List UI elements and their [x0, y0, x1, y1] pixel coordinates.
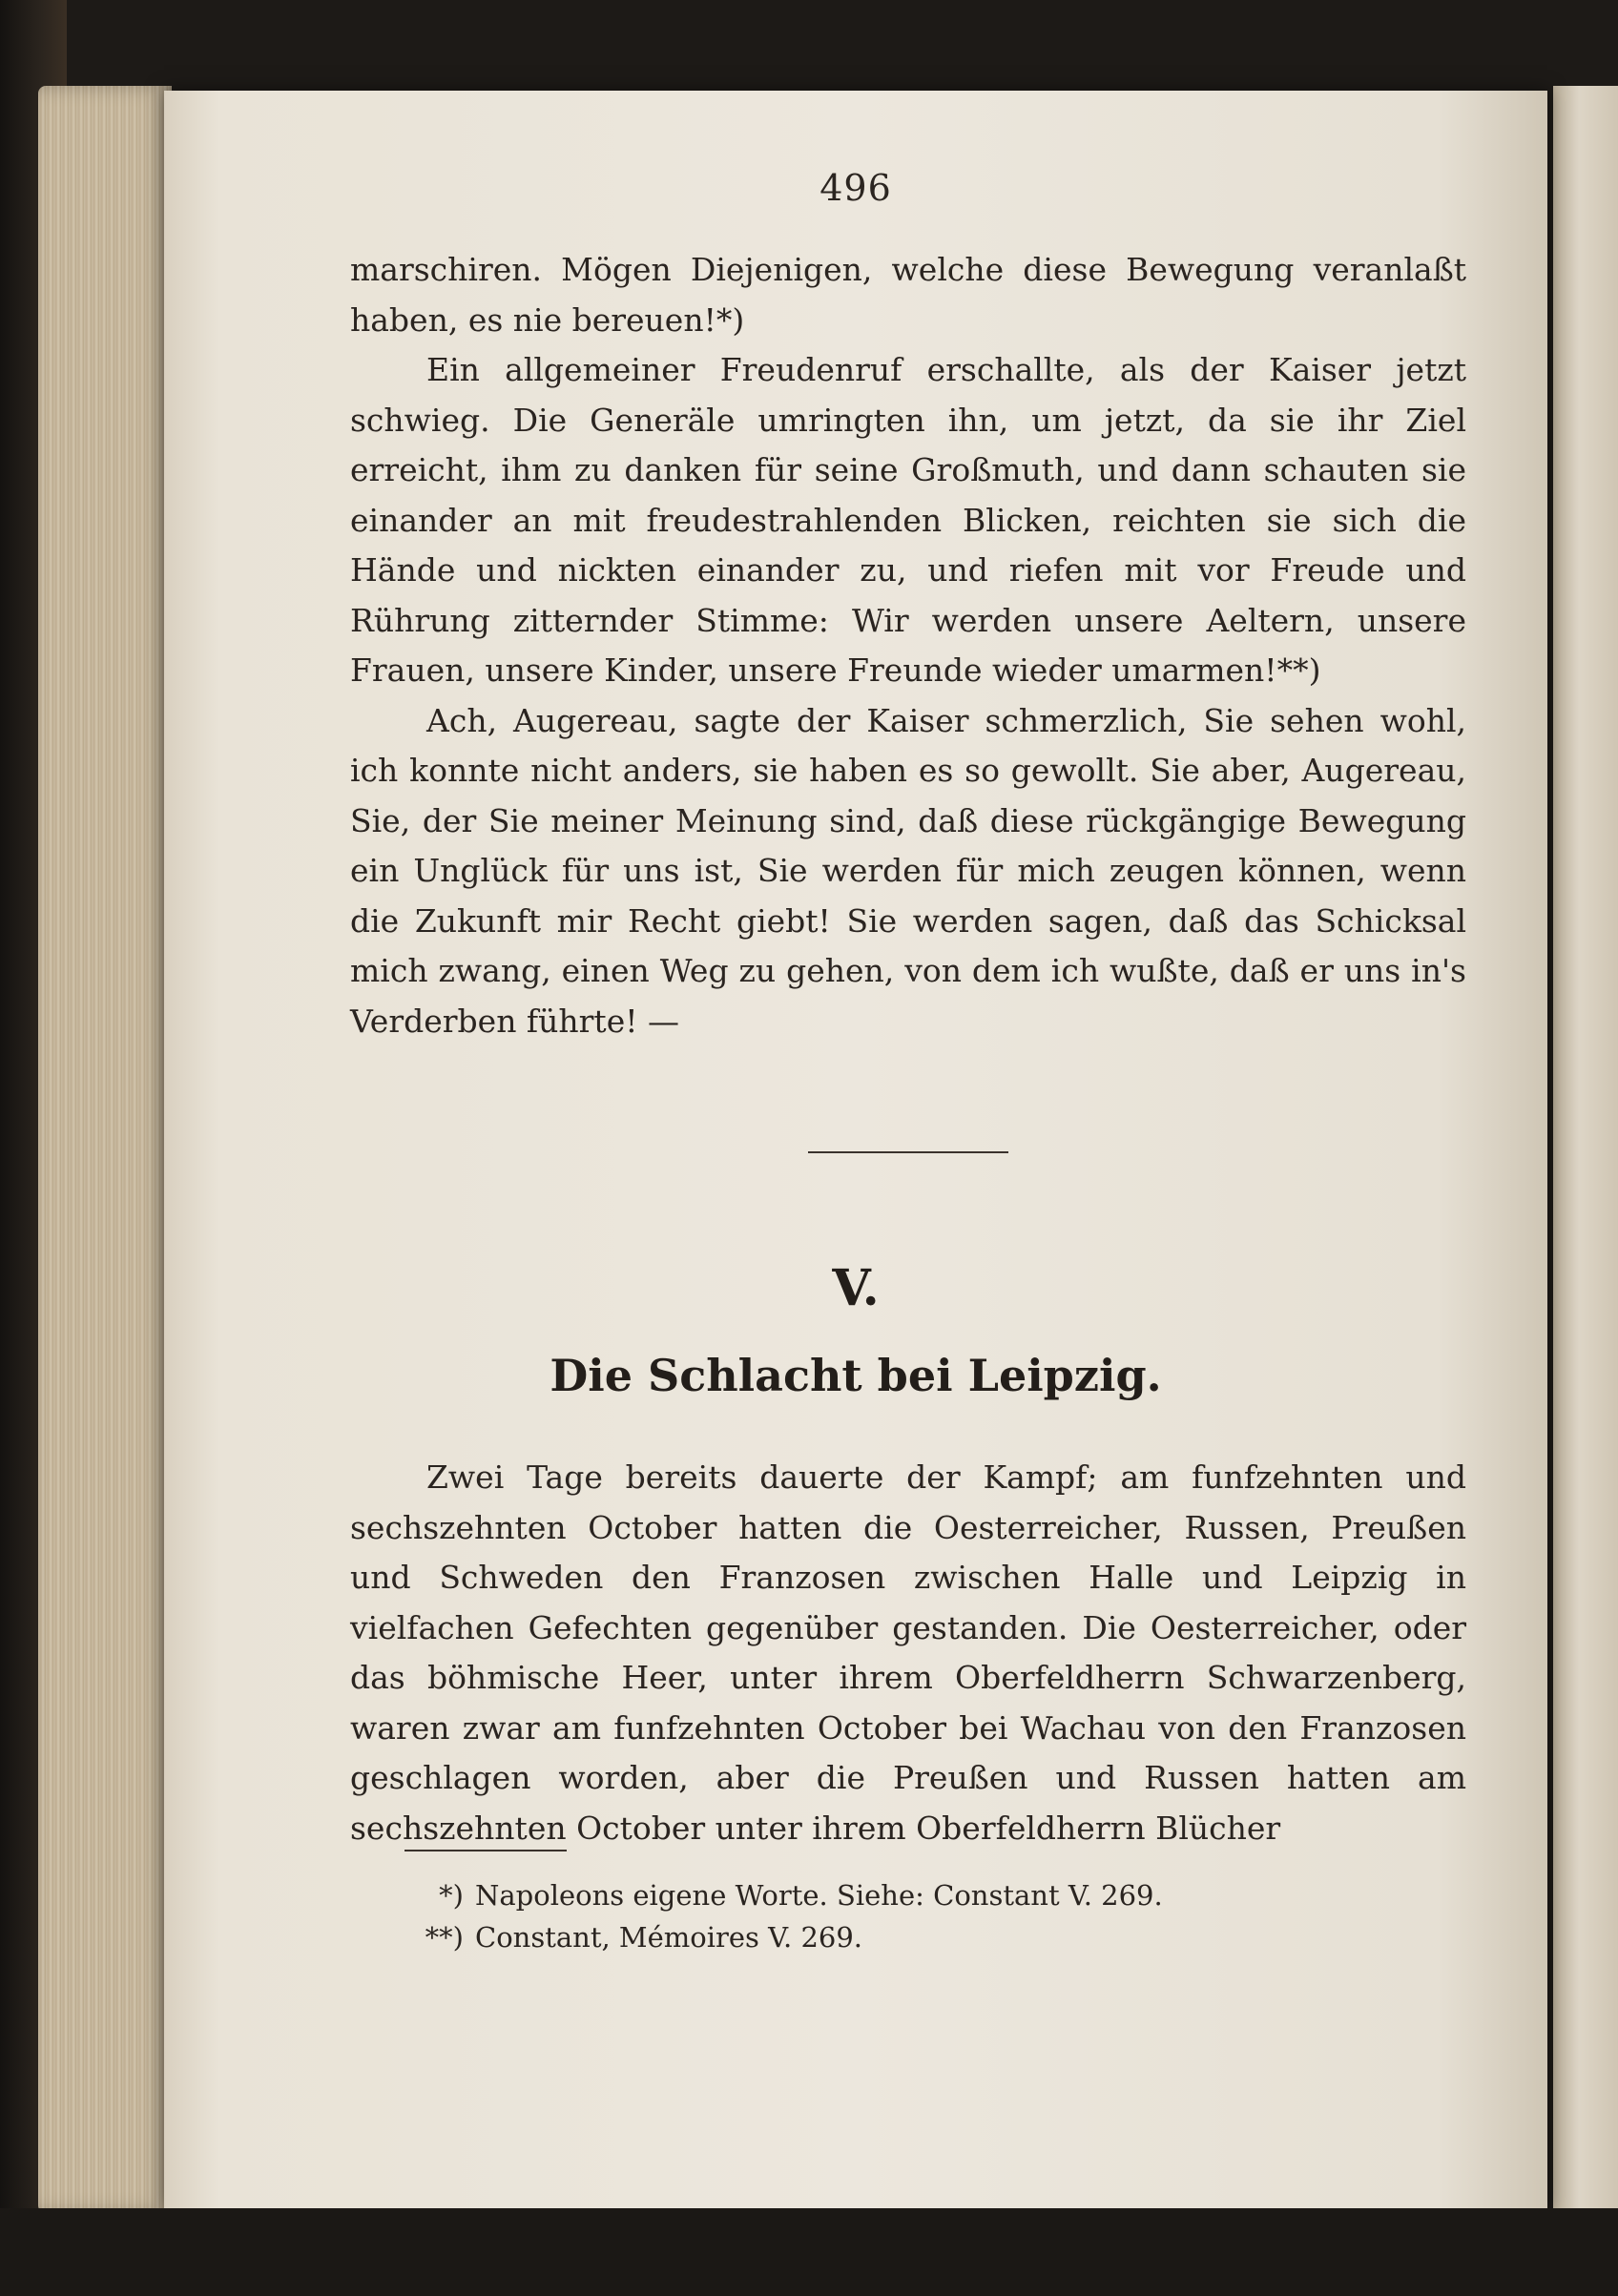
footnote-rule: [404, 1850, 567, 1851]
footnotes: [404, 1874, 1454, 1958]
paragraph-4: Zwei Tage bereits dauerte der Kampf; am funfzehnten und sechszehnten October hatten die Oesterreicher, Russen, Preußen und Schweden den Franzosen zwischen Halle und Leipzig in vielfachen Gefechten gegenüber gestanden. Die Oesterreicher, oder das böhmische Heer, unter ihrem Oberfeldherrn Schwarzenberg, waren zwar am funfzehnten October bei Wachau von den Franzosen geschlagen worden, aber die Preußen und Russen hatten am sechszehnten October unter ihrem Oberfeldherrn Blücher: [350, 1458, 1466, 1847]
paragraph-1: marschiren. Mögen Diejenigen, welche diese Bewegung veranlaßt haben, es nie bereuen!*): [350, 251, 1466, 339]
section-title: Die Schlacht bei Leipzig.: [550, 1350, 1162, 1401]
page-number: 496: [819, 167, 892, 209]
background-bottom: [0, 2208, 1618, 2296]
facing-page-edge: [1553, 86, 1618, 2223]
text-block-bottom: [350, 1453, 1466, 1853]
footnote-2-text: Constant, Mémoires V. 269.: [475, 1921, 863, 1954]
footnote-1: [404, 1874, 1454, 1916]
paragraph-3: Ach, Augereau, sagte der Kaiser schmerzlich, Sie sehen wohl, ich konnte nicht anders, sie haben es so gewollt. Sie aber, Augereau, Sie, der Sie meiner Meinung sind, daß diese rückgängige Bewegung ein Unglück für uns ist, Sie werden für mich zeugen können, wenn die Zukunft mir Recht giebt! Sie werden sagen, daß das Schicksal mich zwang, einen Weg zu gehen, von dem ich wußte, daß er uns in's Verderben führte! —: [350, 701, 1466, 1040]
footnote-1-text: Napoleons eigene Worte. Siehe: Constant V. 269.: [475, 1879, 1163, 1912]
footnote-2: [404, 1916, 1454, 1958]
section-divider: [808, 1151, 1008, 1153]
book-page-edges: [38, 86, 172, 2213]
section-number: V.: [832, 1259, 880, 1317]
text-block-top: [350, 245, 1466, 1046]
footnote-1-mark: *): [439, 1879, 464, 1912]
book-page: [164, 91, 1547, 2208]
paragraph-2: Ein allgemeiner Freudenruf erschallte, als der Kaiser jetzt schwieg. Die Generäle umringten ihn, um jetzt, da sie ihr Ziel erreicht, ihm zu danken für seine Großmuth, und dann schauten sie einander an mit freudestrahlenden Blicken, reichten sie sich die Hände und nickten einander zu, und riefen mit vor Freude und Rührung zitternder Stimme: Wir werden unsere Aeltern, unsere Frauen, unsere Kinder, unsere Freunde wieder umarmen!**): [350, 351, 1466, 689]
footnote-2-mark: **): [425, 1921, 464, 1954]
